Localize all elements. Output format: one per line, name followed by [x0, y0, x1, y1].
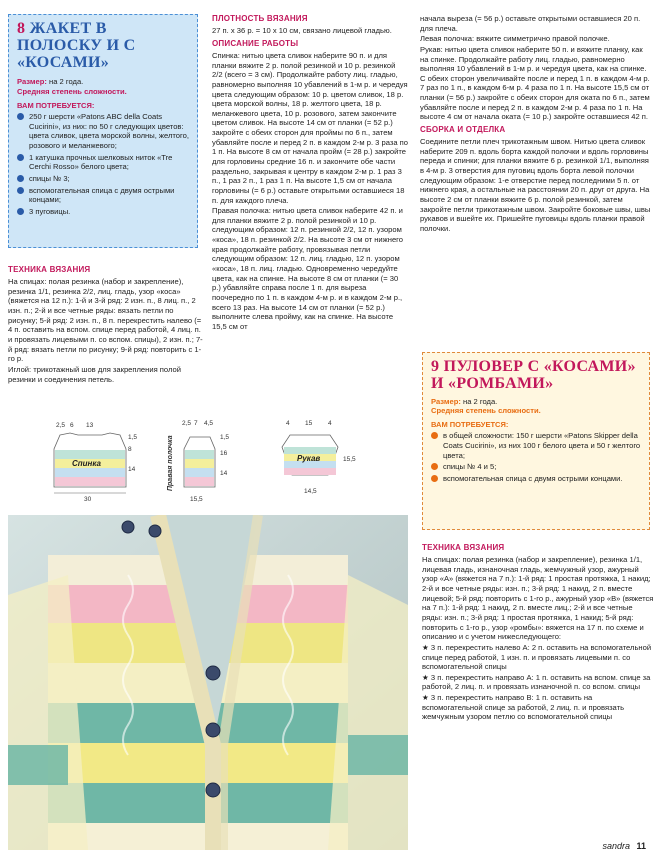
tech-text: На спицах: полая резинка (набор и закрепление), резинка 1/1, лицевая гладь, изнаночная гладь, жемчужный узор, ажурный узор «А» (вяжется на 7 п.): 1-й ряд: 1 простая протяжка, 1 накид; 2-й и все четные ряды: изн. п.; 3-й ряд: 1 накид, 2 п. вместе лицевой; 5-й ряд: повторить с 1-го р., ажурный узор «В» (вяжется на 7 п.): 1-й ряд: 1 накид, 2 п. вместе лиц.; 2-й и все четные ряды: изн. п.; 3-й ряд: 1 простая протяжка, 1 накид; 5-й ряд: повторить с 1-го р., узор «ромбы»: вяжется на 17 п. по схеме и описанию и с учетом нижеследующего: — [422, 555, 654, 642]
stitch-cross-right-a: ★ 3 п. перекрестить направо А: 1 п. оставить на вспом. спице за работой, 2 лиц. п. и провязать изнаночной п. со вспом. спицы — [422, 672, 651, 692]
bullet-icon — [17, 208, 24, 215]
brand: sandra — [602, 840, 630, 851]
materials-box-9 — [422, 352, 650, 530]
size-line: Размер: на 2 года. — [431, 396, 498, 406]
c3a-text: начала выреза (= 56 р.) оставьте открытыми оставшиеся 20 п. для плеча. — [420, 14, 641, 33]
work-title: ОПИСАНИЕ РАБОТЫ — [212, 38, 299, 48]
page-footer — [602, 841, 646, 852]
rukav-text: Рукав: нитью цвета сливок наберите 50 п. и вяжите планку, как на спинке. Продолжайте работу лиц. гладью, равномерно выполняя 10 убавлений в 1-м р. и чередуя цвета, как на спинке. С обеих сторон увеличивайте после и перед 1 п. в каждом 4-м р. 7 раз по 1 п., в каждом 6-м р. 4 раза по 1 п. На высоте 15,5 см от планки (= 56 р.) закройте с обеих сторон для оката по 6 п., затем убавляйте после и перед 2 п. в каждом 2-м р. 4 раза по 1 п. На высоте 4 см от начала оката (= 10 р.) закройте оставшиеся 42 п. — [420, 44, 650, 122]
bullet-icon — [17, 113, 24, 120]
need-item: вспомогательная спица с двумя острыми концами. — [431, 474, 641, 484]
stitch-cross-left: ★ 3 п. перекрестить налево А: 2 п. оставить на вспомогательной спице перед работой, 1 изн. п. и провязать лицевыми п. со вспомогательной спицы — [422, 642, 652, 672]
need-item: спицы № 3; — [17, 174, 189, 184]
tech-title: ТЕХНИКА ВЯЗАНИЯ — [8, 265, 91, 274]
stitch-cross-right-b: ★ 3 п. перекрестить направо В: 1 п. оставить на вспомогательной спице за работой, 2 лиц. п. и провязать жемчужным узором петлю со вспомогательной спицы — [422, 693, 625, 722]
assembly-title: СБОРКА И ОТДЕЛКА — [420, 125, 506, 135]
tech-text: На спицах: полая резинка (набор и закрепление), резинка 1/1, резинка 2/2, лиц. гладь, узор «коса» (вяжется на 12 п.): 1-й и 3-й ряд: 2 изн. п., 8 лиц. п., 2 изн. п.; 2-й и все четные ряды: вязать петли по рисунку; 5-й ряд: 2 изн. п., 8 п. перекрестить налево (= 4 п. оставить на вспом. спице перед работой, 4 лиц. п. и провязать лицевыми п. со вспом. спицы), 2 изн. п.; 7-й ряд: вязать петли по рисунку; 9-й ряд: повторить с 1-го р. — [8, 277, 203, 364]
front-schematic — [167, 420, 229, 503]
cardigan-illustration — [8, 515, 408, 850]
sleeve-schematic — [282, 420, 356, 495]
dim-label: 15,5 — [190, 496, 203, 503]
dim-label: 2,5 — [182, 420, 192, 427]
dim-label: 6 — [70, 422, 74, 429]
bullet-icon — [431, 475, 438, 482]
need-item: 1 катушка прочных шелковых ниток «Tre Cerchi Rosso» белого цвета; — [17, 153, 189, 172]
button-icon — [122, 521, 134, 533]
cardigan-photo — [8, 515, 408, 850]
dim-label: 30 — [84, 496, 92, 503]
bullet-icon — [17, 187, 24, 194]
tech-title: ТЕХНИКА ВЯЗАНИЯ — [422, 543, 505, 552]
dim-label: 7 — [194, 420, 198, 427]
bullet-icon — [17, 175, 24, 182]
need-item: в общей сложности: 150 г шерсти «Patons Skipper della Coats Cucirini», из них 100 г белого цвета и 50 г желтого цвета; — [431, 431, 641, 460]
dim-label: 13 — [86, 422, 94, 429]
button-icon — [206, 783, 220, 797]
dim-label: 14 — [220, 470, 228, 477]
sleeve-label: Рукав — [297, 454, 321, 463]
dim-label: 4 — [286, 420, 290, 427]
need-item: вспомогательная спица с двумя острыми концами; — [17, 186, 189, 205]
spinka-text: Спинка: нитью цвета сливок наберите 90 п. и для планки вяжите 2 р. полой резинкой и 10 р. резинкой 2/2 (всего = 3 см). Продолжайте работу лиц. гладью, равномерно выполняя 10 убавлений в 1-м р. и чередуя цвета следующим образом: 10 р. цветом сливок, 18 р. цвета морской волны, 18 р. желтого цвета, 18 р. меланжевого цвета, 10 р. розового, затем закончите цветом сливок. На высоте 14 см от планки (= 52 р.) закройте с обеих сторон для проймы по 6 п., затем убавляйте после и перед 2 п. в каждом 2-м р. 3 раза по 1 п. На высоте 8 см от начала пройм (= 28 р.) закройте для горловины средние 16 п. и закончите обе части раздельно, закрывая к центру в каждом 2-м р. 1 раз 3 п., 1 раз 2 п., 1 раз 1 п. На высоте 1,5 см от начала горловины (= 6 р.) оставьте открытыми оставшиеся 18 п. для каждого плеча. — [212, 50, 408, 205]
materials-box-8 — [8, 14, 198, 248]
page-number: 11 — [636, 840, 646, 851]
tech-section-8 — [8, 262, 203, 392]
dim-label: 15,5 — [343, 456, 356, 463]
lev-text: Левая полочка: вяжите симметрично правой полочке. — [420, 34, 610, 44]
button-icon — [206, 666, 220, 680]
bullet-icon — [431, 432, 438, 439]
schematic-diagrams — [10, 405, 410, 505]
need-item: 250 г шерсти «Patons ABC della Coats Cucirini», из них: по 50 г следующих цветов: цвета сливок, цвета морской волны, желтого, розового и меланжевого; — [17, 112, 189, 151]
igloy-text: Иглой: трикотажный шов для закрепления полой резинки и соединения петель. — [8, 364, 181, 384]
back-schematic — [54, 422, 137, 503]
bullet-icon — [17, 154, 24, 161]
difficulty: Средняя степень сложности. — [431, 406, 541, 416]
dim-label: 2,5 — [56, 422, 66, 429]
pattern-9-title: 9 ПУЛОВЕР С «КОСАМИ» И «РОМБАМИ» — [431, 358, 636, 392]
button-icon — [149, 525, 161, 537]
dim-label: 14 — [128, 466, 136, 473]
button-icon — [206, 723, 220, 737]
bullet-icon — [431, 463, 438, 470]
prav-text: Правая полочка: нитью цвета сливок наберите 42 п. и для планки вяжите 2 р. полой резинкой и 10 р. следующим образом: 12 п. резинкой 2/2, 12 п. узором «коса», 18 п. резинкой 2/2. На высоте 3 см от нижнего края продолжайте работу, провязывая петли следующим образом: 12 п. лиц. гладью, 12 п. узором «коса», 18 п. лиц. гладью. Одновременно чередуйте цвета, как на спинке. На высоте 8 см от планки (= 30 р.) убавляйте справа после 1 п. для выреза поочередно по 1 п. в каждом 4-м р. и в каждом 2-м р., всего 13 раз. На высоте 14 см от планки (= 52 р.) выполните слева пройму, как на спинке. На высоте 15,5 см от — [212, 206, 403, 331]
dim-label: 1,5 — [220, 434, 230, 441]
difficulty: Средняя степень сложности. — [17, 87, 127, 97]
dim-label: 1,5 — [128, 434, 138, 441]
density-text: 27 п. х 36 р. = 10 х 10 см, связано лицевой гладью. — [212, 26, 392, 36]
dim-label: 16 — [220, 450, 228, 457]
need-item: 3 пуговицы. — [17, 207, 189, 217]
need-title: ВАМ ПОТРЕБУЕТСЯ: — [17, 100, 95, 110]
tech-section-9 — [422, 540, 654, 836]
right-column — [420, 14, 652, 344]
density-title: ПЛОТНОСТЬ ВЯЗАНИЯ — [212, 14, 308, 23]
pattern-8-title: 8 ЖАКЕТ В ПОЛОСКУ И С «КОСАМИ» — [17, 20, 136, 71]
dim-label: 14,5 — [304, 488, 317, 495]
dim-label: 4 — [328, 420, 332, 427]
size-line: Размер: на 2 года. — [17, 77, 84, 87]
middle-column — [212, 14, 408, 397]
back-label: Спинка — [72, 459, 101, 468]
need-title: ВАМ ПОТРЕБУЕТСЯ: — [431, 419, 509, 429]
need-item: спицы № 4 и 5; — [431, 462, 641, 472]
front-label: Правая полочка — [167, 435, 174, 491]
dim-label: 4,5 — [204, 420, 214, 427]
dim-label: 15 — [305, 420, 313, 427]
assembly-text: Соедините петли плеч трикотажным швом. Нитью цвета сливок наберите 209 п. вдоль борта каждой полочки и вдоль горловины переда и спинки; для планки вяжите 6 р. резинкой 1/1, выполняя в 4-м р. 3 отверстия для пуговиц вдоль борта левой полочки следующим образом: 1-е отверстие перед последними 5 п. от нижнего края, а остальные на расстоянии 20 п. друг от друга. На высоте 2 см от планки вяжите 6 р. полой резинкой, затем закройте петли трикотажным швом. Закройте боковые швы, швы рукавов и вшейте их. Пришейте пуговицы вдоль планки правой полочки. — [420, 137, 651, 233]
dim-label: 8 — [128, 446, 132, 453]
